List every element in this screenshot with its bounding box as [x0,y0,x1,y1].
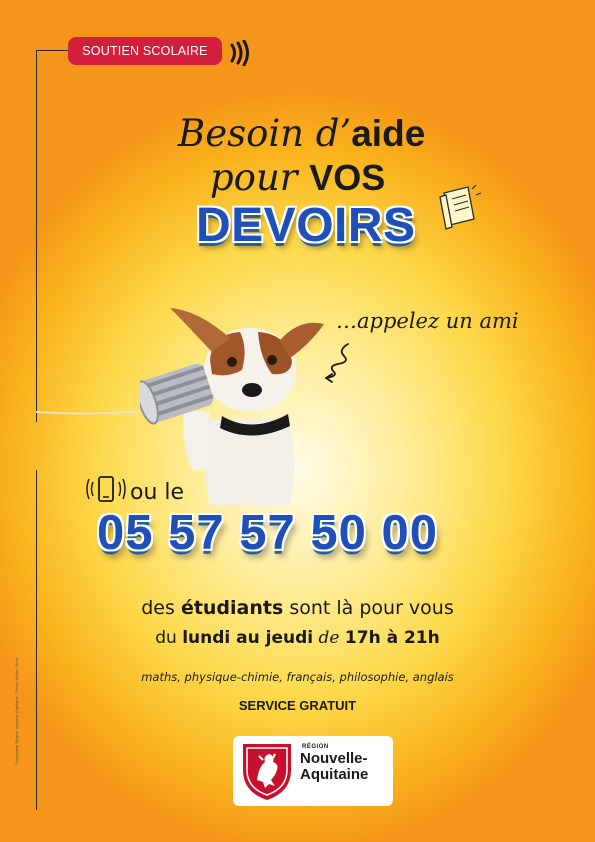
schedule-prefix: du [155,628,183,648]
category-tag-label: SOUTIEN SCOLAIRE [82,44,208,58]
students-suffix: sont là pour vous [283,597,454,619]
students-bold: étudiants [180,597,284,619]
smartphone-icon [86,470,126,510]
frame-line-left [36,50,37,422]
region-name-line2: Aquitaine [300,766,369,783]
service-label: SERVICE GRATUIT [238,698,357,713]
headline-line2 [210,156,385,199]
region-name-line1: Nouvelle- [300,750,368,767]
phone-number[interactable]: 05 57 57 50 00 [97,506,438,560]
headline-line1-bold: aide [351,113,426,154]
headline-line2-bold: VOS [309,157,386,198]
schedule-de: de [313,628,345,648]
region-name [300,751,368,783]
tin-can-string [36,404,156,420]
schedule-hours: 17h à 21h [344,628,440,648]
students-prefix: des [141,597,181,619]
region-label: RÉGION [302,744,329,750]
category-tag [68,37,222,65]
frame-line-top [36,50,68,51]
schedule-days: lundi au jeudi [182,628,314,648]
region-coat-of-arms-icon [239,740,295,802]
notebook-icon [436,183,482,231]
callout-text: …appelez un ami [336,309,519,333]
headline-devoirs: DEVOIRS [196,199,416,252]
or-text: ou le [130,480,185,505]
headline-line2-prefix: pour [210,156,310,199]
sound-waves-icon [229,40,251,66]
headline-line1-prefix: Besoin d’ [178,112,352,155]
students-line [0,597,595,619]
schedule-line [0,628,595,648]
dog-with-tin-can-phone-photo [140,300,340,505]
subjects-list: maths, physique-chimie, français, philosophie, anglais [141,670,454,684]
headline-line1 [178,112,425,155]
credit-text: Conception Région Nouvelle-Aquitaine · Photo: Adobe Stock [14,657,19,765]
